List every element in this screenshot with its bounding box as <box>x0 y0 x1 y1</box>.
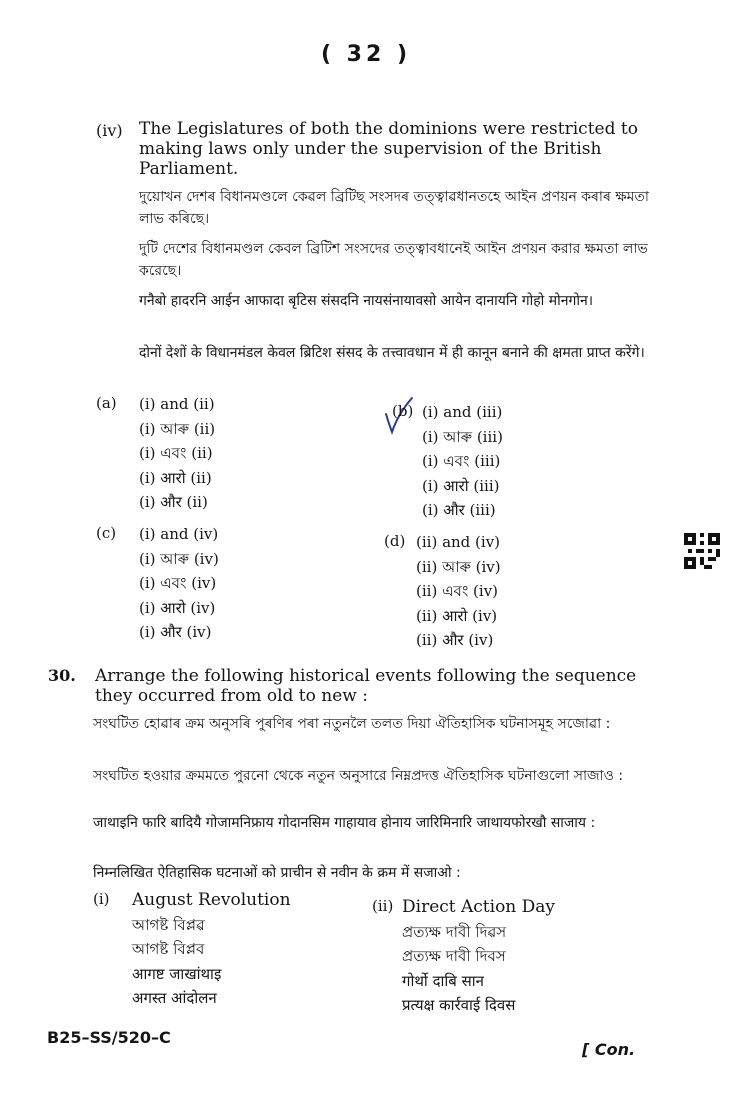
option-c-line: (i) और (iv) <box>139 623 212 642</box>
option-d-line: (ii) and (iv) <box>416 533 501 551</box>
paper-code: B25–SS/520–C <box>47 1028 171 1047</box>
question-english: Arrange the following historical events following the sequence they occurred from old to new : <box>95 666 637 706</box>
question-bodo: जाथाइनि फारि बादियै गोजामनिफ्राय गोदानसिम गाहायाव होनाय जारिमिनारि जाथायफोरखौ साजाय : <box>93 815 596 831</box>
event-ii-label: (ii) <box>372 897 394 915</box>
continued-note: [ Con. <box>582 1040 636 1059</box>
event-bengali: আগষ্ট বিপ্লব <box>132 940 205 959</box>
option-b-line: (i) और (iii) <box>422 501 496 520</box>
question-number: 30. <box>48 666 76 685</box>
page-number: ( 32 ) <box>320 42 412 67</box>
option-c-line: (i) আৰু (iv) <box>139 549 219 568</box>
option-b-line: (i) এবং (iii) <box>422 452 501 471</box>
question-hindi: निम्नलिखित ऐतिहासिक घटनाओं को प्राचीन से नवीन के क्रम में सजाओ : <box>93 865 461 881</box>
option-c-line: (i) এবং (iv) <box>139 574 217 593</box>
option-d <box>416 530 501 653</box>
question-assamese: সংঘটিত হোৱাৰ ক্ৰম অনুসৰি পুৰণিৰ পৰা নতুনলৈ তলত দিয়া ঐতিহাসিক ঘটনাসমূহ সজোৱা : <box>93 716 611 732</box>
option-d-line: (ii) এবং (iv) <box>416 582 499 601</box>
option-d-line: (ii) और (iv) <box>416 631 494 650</box>
event-bodo: गोर्थो दाबि सान <box>402 971 484 990</box>
option-a-line: (i) এবং (ii) <box>139 444 213 463</box>
event-assamese: আগষ্ট বিপ্লৱ <box>132 915 205 934</box>
event-hindi: अगस्त आंदोलन <box>132 989 217 1008</box>
option-b-label: (b) <box>392 402 414 420</box>
event-bengali: প্রত্যক্ষ দাবী দিবস <box>402 947 506 966</box>
event-english: August Revolution <box>132 890 291 910</box>
option-a-line: (i) and (ii) <box>139 395 215 413</box>
statement-hindi: दोनों देशों के विधानमंडल केवल ब्रिटिश संसद के तत्त्वावधान में ही कानून बनाने की क्षमता प्राप्त करेंगे। <box>139 345 645 361</box>
statement-english: The Legislatures of both the dominions were restricted to making laws only under the supervision of the British Parliament. <box>139 119 638 179</box>
event-hindi: प्रत्यक्ष कार्रवाई दिवस <box>402 996 516 1015</box>
option-a-line: (i) আৰু (ii) <box>139 419 216 438</box>
option-b-line: (i) and (iii) <box>422 403 503 421</box>
option-b-line: (i) आरो (iii) <box>422 476 500 495</box>
option-c-line: (i) and (iv) <box>139 525 219 543</box>
statement-bengali: দুটি দেশের বিধানমণ্ডল কেবল ব্রিটিশ সংসদের তত্ত্বাবধানেই আইন প্রণয়ন করার ক্ষমতা লাভ করেছে। <box>139 241 648 279</box>
option-c-label: (c) <box>96 524 117 542</box>
option-d-label: (d) <box>384 532 406 550</box>
qr-code-icon <box>684 533 720 569</box>
option-b-line: (i) আৰু (iii) <box>422 427 503 446</box>
question-bengali: সংঘটিত হওয়ার ক্রমমতে পুরনো থেকে নতুন অনুসারে নিম্নপ্রদত্ত ঐতিহাসিক ঘটনাগুলো সাজাও : <box>93 768 624 784</box>
option-a-line: (i) और (ii) <box>139 493 208 512</box>
statement-assamese: দুয়োখন দেশৰ বিধানমণ্ডলে কেৱল ব্ৰিটিছ সংসদৰ তত্ত্বাৱধানতহে আইন প্ৰণয়ন কৰাৰ ক্ষমতা লাভ কৰিছে। <box>139 189 649 227</box>
event-i <box>132 888 291 1011</box>
statement-label: (iv) <box>96 121 123 140</box>
event-bodo: आगष्ट जाखांथाइ <box>132 964 222 983</box>
event-english: Direct Action Day <box>402 897 556 917</box>
option-c <box>139 522 219 645</box>
option-a <box>139 392 215 515</box>
option-a-line: (i) आरो (ii) <box>139 468 212 487</box>
option-d-line: (ii) आरो (iv) <box>416 606 498 625</box>
option-d-line: (ii) আৰু (iv) <box>416 557 501 576</box>
option-b <box>422 400 503 523</box>
option-a-label: (a) <box>96 394 117 412</box>
statement-bodo: गनैबो हादरनि आईन आफादा बृटिस संसदनि नायसंनायावसो आयेन दानायनि गोहो मोनगोन। <box>139 293 594 309</box>
event-i-label: (i) <box>93 890 110 908</box>
option-c-line: (i) आरो (iv) <box>139 598 216 617</box>
event-ii <box>402 895 555 1018</box>
event-assamese: প্ৰত্যক্ষ দাবী দিৱস <box>402 922 507 941</box>
